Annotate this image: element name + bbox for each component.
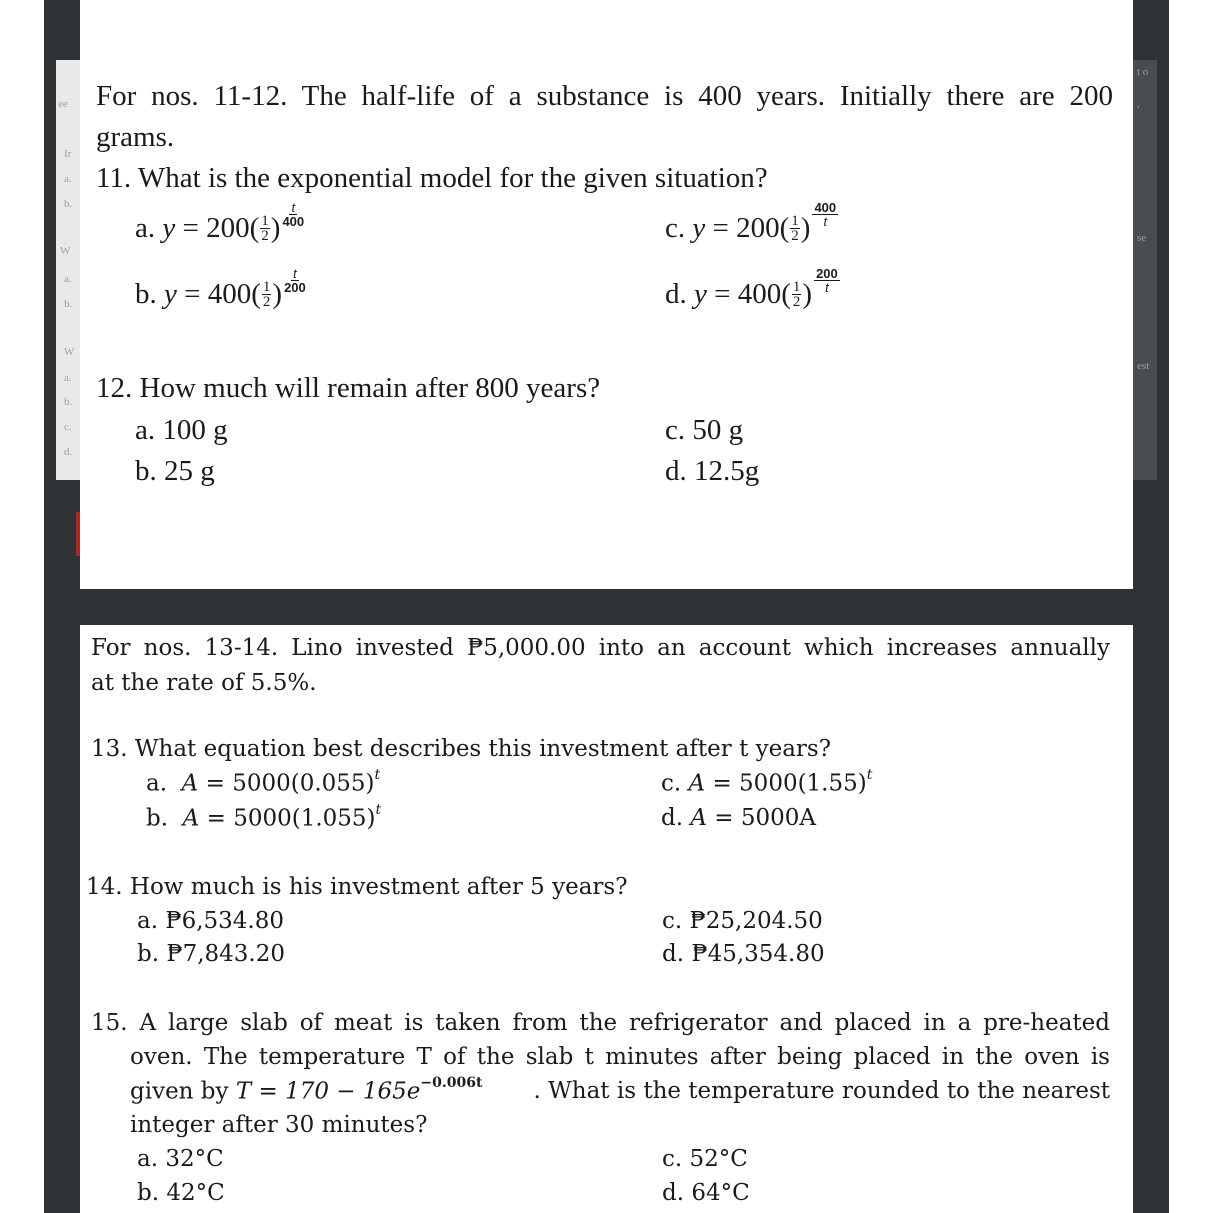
- bg-fragment: b.: [64, 298, 73, 310]
- bg-fragment: t o: [1137, 66, 1149, 78]
- q14-option-b: b. ₱7,843.20: [137, 941, 286, 967]
- q11-option-d: d. y = 400 ( $\frac{1}{2}$ ) $\frac{200}{t}$: [665, 266, 838, 310]
- background-page-right: [1133, 60, 1157, 480]
- q15-option-d: d. 64°C: [662, 1180, 750, 1206]
- math-variable: y: [164, 278, 177, 310]
- bg-fragment: b.: [64, 396, 73, 408]
- q15-formula-exponent: −0.006t: [420, 1075, 483, 1091]
- q12-option-b: b. 25 g: [135, 455, 215, 487]
- bg-fragment: se: [1137, 232, 1147, 244]
- background-page-left: [56, 60, 80, 480]
- q13-14-intro-line1: For nos. 13-14. Lino invested ₱5,000.00 into an account which increases annually: [91, 635, 1110, 661]
- q11-question: 11. What is the exponential model for the given situation?: [96, 162, 768, 194]
- q14-option-d: d. ₱45,354.80: [662, 941, 825, 967]
- q12-question: 12. How much will remain after 800 years?: [96, 372, 601, 404]
- q11-12-intro-line1: For nos. 11-12. The half-life of a substance is 400 years. Initially there are 200: [96, 80, 1113, 112]
- bg-fragment: est: [1137, 360, 1150, 372]
- option-label: c.: [665, 212, 686, 244]
- bg-fragment: W: [60, 245, 71, 257]
- bg-fragment: Ir: [64, 148, 72, 160]
- option-label: d.: [665, 278, 687, 310]
- option-label: a.: [135, 212, 156, 244]
- bg-fragment: ee: [58, 98, 68, 110]
- bg-fragment: a.: [64, 173, 72, 185]
- q14-question: 14. How much is his investment after 5 years?: [86, 874, 628, 900]
- bg-fragment: a.: [64, 273, 72, 285]
- q15-option-a: a. 32°C: [137, 1146, 224, 1172]
- q13-14-intro-line2: at the rate of 5.5%.: [91, 670, 317, 696]
- math-variable: y: [692, 212, 706, 244]
- q12-option-a: a. 100 g: [135, 414, 228, 446]
- q13-question: 13. What equation best describes this investment after t years?: [91, 736, 832, 762]
- bg-fragment: ,: [1137, 98, 1140, 110]
- q12-option-c: c. 50 g: [665, 414, 744, 446]
- q11-12-intro-line2: grams.: [96, 121, 175, 153]
- bg-fragment: d.: [64, 446, 73, 458]
- option-label: b.: [135, 278, 157, 310]
- q14-option-c: c. ₱25,204.50: [662, 908, 823, 934]
- q12-option-d: d. 12.5g: [665, 455, 760, 487]
- q13-option-a: a. $A = 5000(0.055)^t$: [146, 767, 381, 797]
- bg-fragment: a.: [64, 372, 72, 384]
- q15-option-c: c. 52°C: [662, 1146, 748, 1172]
- bg-fragment: W: [64, 346, 75, 358]
- q15-line2: oven. The temperature T of the slab t minutes after being placed in the oven is: [130, 1044, 1110, 1070]
- q15-formula: T = 170 − 165e: [235, 1078, 421, 1105]
- bg-fragment: b.: [64, 198, 73, 210]
- q15-line3: given by $T = 170 - 165e^{-0.006t}$ . What is the temperature rounded to the nearest: [130, 1075, 1110, 1105]
- q13-option-d: d. A = 5000A: [661, 805, 817, 831]
- q13-option-c: c. $A = 5000(1.55)^t$: [661, 767, 873, 797]
- q11-option-c: c. y = 200 ( $\frac{1}{2}$ ) $\frac{400}{t}$: [665, 200, 837, 244]
- q15-line1: 15. A large slab of meat is taken from the refrigerator and placed in a pre-heated: [91, 1010, 1110, 1036]
- q15-option-b: b. 42°C: [137, 1180, 225, 1206]
- q14-option-a: a. ₱6,534.80: [137, 908, 284, 934]
- q11-option-b: b. y = 400 ( $\frac{1}{2}$ ) $\frac{t}{200}$: [135, 266, 306, 310]
- bg-fragment: c.: [64, 421, 72, 433]
- q15-line4: integer after 30 minutes?: [130, 1112, 428, 1138]
- q13-option-b: b. $A = 5000(1.055)^t$: [146, 802, 382, 832]
- math-variable: y: [694, 278, 707, 310]
- math-variable: y: [162, 212, 176, 244]
- q11-option-a: a. y = 200 ( $\frac{1}{2}$ ) $\frac{t}{400}$: [135, 200, 305, 244]
